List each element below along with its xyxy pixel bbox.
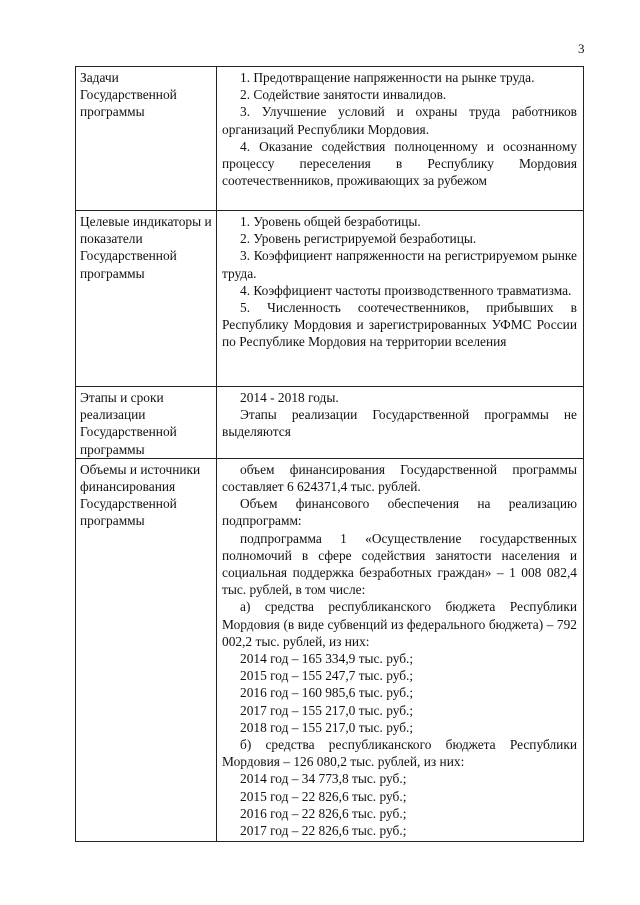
list-item: 1. Уровень общей безработицы. [240, 214, 421, 229]
list-item: 4. Оказание содействия полноценному и осознанному процессу переселения в Республику Мордовия соотечественников, проживающих за рубежом [222, 138, 577, 189]
list-item: Объем финансового обеспечения на реализацию подпрограмм: [222, 496, 577, 529]
row-content [217, 387, 584, 459]
page-number: 3 [578, 41, 585, 56]
list-item: 1. Предотвращение напряженности на рынке труда. [240, 70, 535, 85]
list-item: 2016 год – 160 985,6 тыс. руб.; [240, 685, 414, 701]
list-item: а) средства республиканского бюджета Республики Мордовия (в виде субвенций из федерального бюджета) – 792 002,2 тыс. рублей, из них: [222, 599, 577, 649]
list-item: 2018 год – 155 217,0 тыс. руб.; [240, 719, 414, 735]
row-content [217, 67, 584, 211]
program-passport-table [75, 66, 584, 842]
row-content [217, 458, 584, 841]
row-content [217, 211, 584, 387]
list-item: 3. Коэффициент напряженности на регистрируемом рынке труда. [222, 248, 577, 281]
list-item: 2017 год – 155 217,0 тыс. руб.; [240, 702, 414, 718]
table-row [76, 211, 584, 387]
list-item: 2014 год – 165 334,9 тыс. руб.; [240, 651, 414, 667]
list-item: 2015 год – 22 826,6 тыс. руб.; [240, 788, 407, 804]
list-item: 2. Уровень регистрируемой безработицы. [240, 231, 477, 247]
list-item: 2014 год – 34 773,8 тыс. руб.; [240, 771, 407, 787]
list-item: Этапы реализации Государственной программы не выделяются [222, 407, 577, 440]
row-label: Задачи Государственной программы [76, 67, 217, 211]
list-item: 2014 - 2018 годы. [240, 390, 339, 405]
row-label: Объемы и источники финансирования Государственной программы [76, 458, 217, 841]
list-item: объем финансирования Государственной программы составляет 6 624371,4 тыс. рублей. [222, 461, 577, 495]
row-label: Целевые индикаторы и показатели Государственной программы [76, 211, 217, 387]
list-item: 2015 год – 155 247,7 тыс. руб.; [240, 668, 414, 684]
table-row [76, 67, 584, 211]
list-item: подпрограмма 1 «Осуществление государственных полномочий в сфере содействия занятости населения и социальная поддержка безработных граждан» – 1 008 082,4 тыс. рублей, в том числе: [222, 530, 577, 598]
list-item: 2017 год – 22 826,6 тыс. руб.; [240, 823, 407, 839]
list-item: 4. Коэффициент частоты производственного травматизма. [240, 282, 572, 298]
list-item: 3. Улучшение условий и охраны труда работников организаций Республики Мордовия. [222, 104, 577, 137]
list-item: б) средства республиканского бюджета Республики Мордовия – 126 080,2 тыс. рублей, из них: [222, 737, 577, 770]
list-item: 2016 год – 22 826,6 тыс. руб.; [240, 805, 407, 821]
list-item: 2. Содействие занятости инвалидов. [240, 87, 447, 103]
table-row [76, 458, 584, 841]
list-item: 5. Численность соотечественников, прибывших в Республику Мордовия и зарегистрированных УФМС России по Республике Мордовия на территории вселения [222, 300, 577, 350]
table-row [76, 387, 584, 459]
row-label: Этапы и сроки реализации Государственной программы [76, 387, 217, 459]
